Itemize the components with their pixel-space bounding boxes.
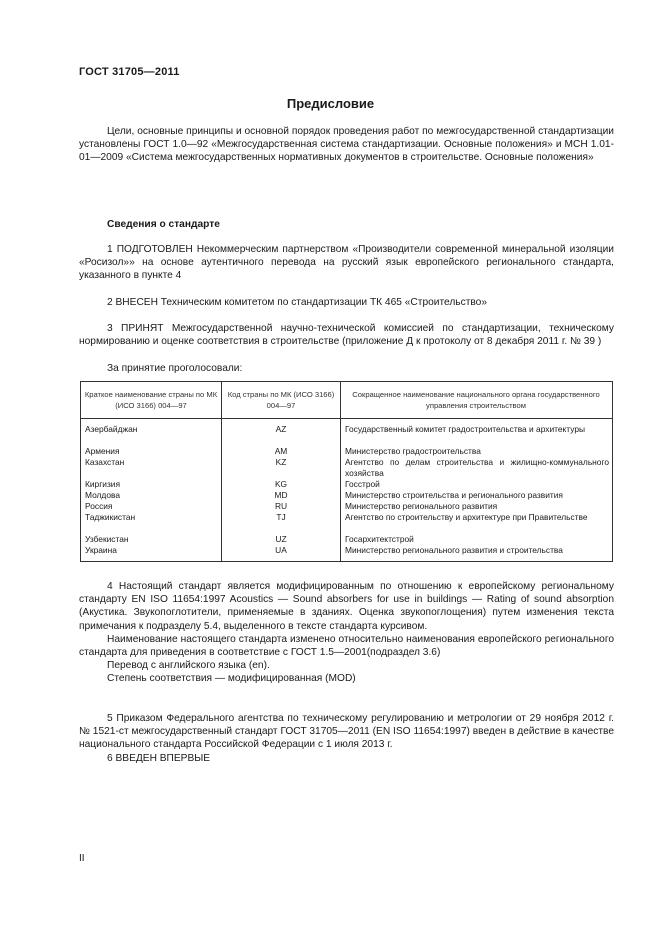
table-cell-organ: Госархитектстрой [345, 534, 414, 544]
table-cell-organ: Агентство по делам строительства и жилищно-коммунального хозяйства [345, 457, 609, 479]
table-cell-organ: Министерство регионального развития и строительства [345, 545, 563, 555]
table-cell-organ: Госстрой [345, 479, 380, 489]
item-6-paragraph: 6 ВВЕДЕН ВПЕРВЫЕ [107, 753, 211, 764]
table-cell-country: Таджикистан [85, 512, 136, 522]
section-heading: Сведения о стандарте [107, 219, 220, 230]
page-number: II [79, 853, 85, 864]
item-2-paragraph: 2 ВНЕСЕН Техническим комитетом по стандартизации ТК 465 «Строительство» [107, 297, 487, 308]
table-cell-code: AM [274, 446, 288, 456]
table-cell-country: Азербайджан [85, 424, 138, 434]
document-code-header: ГОСТ 31705—2011 [79, 66, 180, 78]
item-3-paragraph: 3 ПРИНЯТ Межгосударственной научно-технической комиссией по стандартизации, техническому нормированию и оценке соответствия в строительстве (приложение Д к протоколу от 8 декабря 2011 г. № 39 ) [79, 323, 614, 348]
voting-table [80, 381, 613, 562]
item-4-translation: Перевод с английского языка (en). [107, 660, 270, 671]
table-cell-organ: Государственный комитет градостроительства и архитектуры [345, 424, 585, 434]
vote-intro: За принятие проголосовали: [107, 363, 243, 374]
intro-paragraph: Цели, основные принципы и основной порядок проведения работ по межгосударственной стандартизации установлены ГОСТ 1.0—92 «Межгосударственная система стандартизации. Основные положения» и МСН 1.01-01—2009 «Система межгосударственных нормативных документов в строительстве. Основные положения» [79, 126, 614, 164]
table-cell-country: Молдова [85, 490, 120, 500]
table-cell-country: Казахстан [85, 457, 125, 467]
item-4-paragraph: 4 Настоящий стандарт является модифицированным по отношению к европейскому региональному стандарту EN ISO 11654:1997 Acoustics — Sound absorbers for use in buildings — Rating of sound absorption (Акустика. Звукопоглотители, применяемые в зданиях. Оценка звукопоглощения) путем изменения текста примечания к подразделу 5.4, выделенного в тексте стандарта курсивом. [79, 581, 614, 632]
table-cell-code: KG [274, 479, 288, 489]
item-1-paragraph: 1 ПОДГОТОВЛЕН Некоммерческим партнерством «Производители современной минеральной изоляции «Росизол»» на основе аутентичного перевода на русский язык европейского регионального стандарта, указанного в пункте 4 [79, 244, 614, 282]
item-4-name-paragraph: Наименование настоящего стандарта изменено относительно наименования европейского регионального стандарта для приведения в соответствие с ГОСТ 1.5—2001(подраздел 3.6) [79, 634, 614, 659]
item-4-degree: Степень соответствия — модифицированная (MOD) [107, 673, 356, 684]
table-cell-organ: Министерство градостроительства [345, 446, 481, 456]
table-cell-country: Армения [85, 446, 120, 456]
table-cell-country: Узбекистан [85, 534, 129, 544]
table-cell-code: UA [275, 545, 287, 555]
table-header-organ: Сокращенное наименование национального органа государственного управления строительством [352, 390, 600, 410]
table-cell-country: Украина [85, 545, 117, 555]
table-cell-organ: Министерство регионального развития [345, 501, 498, 511]
table-cell-organ: Министерство строительства и регионального развития [345, 490, 563, 500]
table-cell-code: MD [274, 490, 288, 500]
table-cell-code: UZ [275, 534, 287, 544]
table-cell-code: AZ [275, 424, 287, 434]
table-header-divider [81, 418, 612, 419]
table-cell-organ: Агентство по строительству и архитектуре при Правительстве [345, 512, 588, 522]
table-header-country: Краткое наименование страны по МК (ИСО 3166) 004—97 [84, 390, 218, 410]
table-cell-code: KZ [275, 457, 287, 467]
table-cell-code: RU [274, 501, 288, 511]
page-title: Предисловие [286, 96, 375, 111]
table-cell-code: TJ [276, 512, 286, 522]
table-header-code: Код страны по МК (ИСО 3166) 004—97 [227, 390, 335, 410]
table-cell-country: Киргизия [85, 479, 121, 489]
item-5-paragraph: 5 Приказом Федерального агентства по техническому регулированию и метрологии от 29 ноября 2012 г. № 1521-ст межгосударственный стандарт ГОСТ 31705—2011 (EN ISO 11654:1997) введен в действие в качестве национального стандарта Российской Федерации с 1 июля 2013 г. [79, 713, 614, 751]
table-cell-country: Россия [85, 501, 113, 511]
